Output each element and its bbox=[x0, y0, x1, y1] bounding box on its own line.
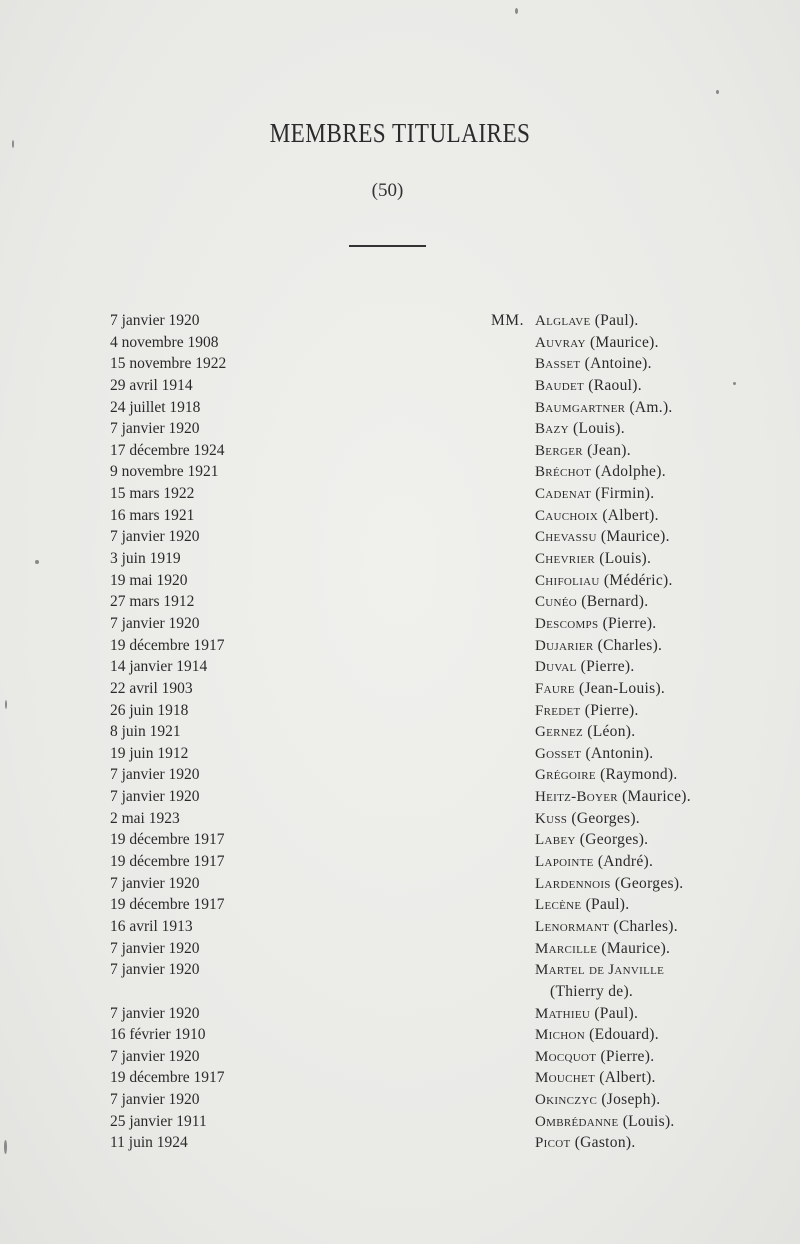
paper-speck bbox=[716, 90, 719, 94]
member-given-name: (Gaston). bbox=[574, 1134, 636, 1152]
member-date: 29 avril 1914 bbox=[110, 376, 193, 394]
member-date: 22 avril 1903 bbox=[110, 679, 193, 697]
member-row bbox=[0, 1067, 800, 1089]
member-date: 19 décembre 1917 bbox=[110, 636, 225, 654]
member-date: 7 janvier 1920 bbox=[110, 614, 200, 632]
member-date: 19 décembre 1917 bbox=[110, 1069, 225, 1087]
member-row bbox=[0, 700, 800, 722]
member-date: 16 février 1910 bbox=[110, 1026, 206, 1044]
member-row bbox=[0, 894, 800, 916]
member-row bbox=[0, 786, 800, 808]
member-row bbox=[0, 375, 800, 397]
member-surname: Descomps bbox=[535, 615, 599, 632]
member-row bbox=[0, 808, 800, 830]
member-surname: Bréchot bbox=[535, 464, 592, 481]
member-surname: Martel de Janville bbox=[535, 962, 665, 979]
member-given-name: (Charles). bbox=[597, 636, 663, 654]
member-name bbox=[535, 1089, 660, 1112]
member-given-name: (Paul). bbox=[594, 1004, 639, 1022]
member-row bbox=[0, 591, 800, 613]
member-name bbox=[535, 526, 670, 549]
member-name bbox=[535, 700, 639, 723]
member-given-name: (Léon). bbox=[587, 723, 636, 741]
member-name bbox=[535, 894, 629, 917]
member-date: 4 novembre 1908 bbox=[110, 333, 219, 351]
member-surname: Lenormant bbox=[535, 918, 610, 935]
member-given-name: (Paul). bbox=[594, 312, 639, 329]
member-date: 9 novembre 1921 bbox=[110, 463, 219, 481]
member-name bbox=[535, 808, 640, 831]
member-row bbox=[0, 526, 800, 548]
member-surname: Picot bbox=[535, 1135, 571, 1152]
member-date: 7 janvier 1920 bbox=[110, 939, 200, 957]
member-name bbox=[535, 786, 691, 809]
member-surname: Marcille bbox=[535, 940, 598, 957]
member-name bbox=[535, 938, 670, 961]
member-date: 16 avril 1913 bbox=[110, 917, 193, 935]
member-surname: Chevrier bbox=[535, 551, 596, 568]
member-row bbox=[0, 916, 800, 938]
member-name bbox=[535, 656, 635, 679]
member-name bbox=[535, 440, 631, 463]
member-name bbox=[535, 829, 648, 852]
member-date: 2 mai 1923 bbox=[110, 809, 180, 827]
member-given-name: (Maurice). bbox=[589, 333, 659, 351]
member-name bbox=[535, 613, 656, 636]
member-given-name: (Albert). bbox=[602, 506, 659, 524]
member-row bbox=[0, 938, 800, 960]
member-date: 7 janvier 1920 bbox=[110, 788, 200, 806]
member-date: 7 janvier 1920 bbox=[110, 1004, 200, 1022]
member-surname: Duval bbox=[535, 659, 577, 676]
paper-speck bbox=[515, 8, 518, 14]
member-name bbox=[550, 981, 633, 1003]
member-given-name: (Firmin). bbox=[595, 485, 655, 503]
member-row bbox=[0, 1003, 800, 1025]
member-given-name: (Bernard). bbox=[581, 593, 649, 611]
member-date: 15 mars 1922 bbox=[110, 485, 195, 503]
member-date: 14 janvier 1914 bbox=[110, 658, 208, 676]
member-surname: Kuss bbox=[535, 810, 568, 827]
member-given-name: (Médéric). bbox=[603, 571, 673, 589]
member-name bbox=[535, 1003, 638, 1026]
member-date: 25 janvier 1911 bbox=[110, 1112, 207, 1130]
member-given-name: (Pierre). bbox=[600, 1047, 655, 1065]
member-name bbox=[535, 332, 659, 355]
member-surname: Okinczyc bbox=[535, 1092, 598, 1109]
member-date: 7 janvier 1920 bbox=[110, 528, 200, 546]
member-given-name: (Pierre). bbox=[580, 658, 635, 676]
member-surname: Faure bbox=[535, 680, 575, 697]
member-surname: Dujarier bbox=[535, 637, 594, 654]
member-row bbox=[0, 851, 800, 873]
member-surname: Mathieu bbox=[535, 1005, 591, 1022]
member-surname: Cadenat bbox=[535, 486, 592, 503]
paper-speck bbox=[5, 700, 7, 709]
member-date: 27 mars 1912 bbox=[110, 593, 195, 611]
paper-speck bbox=[733, 382, 736, 385]
member-name bbox=[535, 1024, 659, 1047]
member-row bbox=[0, 1024, 800, 1046]
member-surname: Labey bbox=[535, 832, 576, 849]
member-given-name: (Georges). bbox=[579, 831, 649, 849]
member-date: 7 janvier 1920 bbox=[110, 874, 200, 892]
member-given-name: (Pierre). bbox=[602, 614, 657, 632]
member-given-name: (Antonin). bbox=[585, 744, 654, 762]
member-date: 7 janvier 1920 bbox=[110, 1091, 200, 1109]
page-title: MEMBRES TITULAIRES bbox=[269, 118, 531, 148]
member-row bbox=[0, 505, 800, 527]
member-name bbox=[535, 505, 659, 528]
member-name bbox=[535, 959, 664, 982]
member-row bbox=[0, 721, 800, 743]
member-row bbox=[0, 440, 800, 462]
member-row bbox=[0, 743, 800, 765]
mm-prefix: MM. bbox=[491, 312, 524, 329]
member-name bbox=[535, 916, 678, 939]
member-given-name: (Adolphe). bbox=[595, 463, 666, 481]
member-given-name: (Jean-Louis). bbox=[578, 679, 666, 697]
member-row bbox=[0, 1132, 800, 1154]
member-name bbox=[535, 548, 651, 571]
paper-speck bbox=[4, 1140, 7, 1154]
member-list bbox=[0, 310, 800, 1154]
member-row bbox=[0, 570, 800, 592]
member-given-name: (Louis). bbox=[573, 420, 625, 438]
member-row bbox=[0, 310, 800, 332]
member-surname: Lardennois bbox=[535, 875, 611, 892]
member-name bbox=[535, 743, 653, 766]
member-row bbox=[0, 959, 800, 981]
member-date: 19 décembre 1917 bbox=[110, 831, 225, 849]
member-surname: Cunéo bbox=[535, 594, 578, 611]
member-row bbox=[0, 483, 800, 505]
member-name bbox=[535, 851, 653, 874]
member-date: 7 janvier 1920 bbox=[110, 420, 200, 438]
member-surname: Berger bbox=[535, 442, 583, 459]
member-name bbox=[535, 721, 635, 744]
member-row bbox=[0, 461, 800, 483]
member-row bbox=[0, 873, 800, 895]
member-given-name: (Louis). bbox=[622, 1112, 675, 1130]
member-given-name: (Thierry de). bbox=[550, 982, 634, 1000]
member-date: 7 janvier 1920 bbox=[110, 312, 200, 329]
member-name bbox=[535, 678, 665, 701]
member-row bbox=[0, 353, 800, 375]
member-surname: Auvray bbox=[535, 334, 586, 351]
member-given-name: (Charles). bbox=[613, 917, 678, 935]
member-date: 16 mars 1921 bbox=[110, 506, 195, 524]
member-name bbox=[535, 418, 625, 441]
member-surname: Fredet bbox=[535, 702, 581, 719]
member-given-name: (André). bbox=[597, 853, 654, 871]
member-date: 19 décembre 1917 bbox=[110, 896, 225, 914]
member-count: (50) bbox=[371, 180, 404, 201]
member-given-name: (Jean). bbox=[587, 441, 631, 459]
member-given-name: (Maurice). bbox=[601, 939, 671, 957]
member-given-name: (Maurice). bbox=[600, 528, 670, 546]
member-name bbox=[535, 310, 639, 333]
member-surname: Grégoire bbox=[535, 767, 596, 784]
member-row bbox=[0, 613, 800, 635]
member-surname: Basset bbox=[535, 356, 581, 373]
member-name bbox=[535, 1111, 675, 1134]
member-given-name: (Edouard). bbox=[589, 1026, 659, 1044]
member-surname: Heitz-Boyer bbox=[535, 789, 618, 806]
member-date: 11 juin 1924 bbox=[110, 1134, 188, 1152]
member-row bbox=[0, 397, 800, 419]
member-surname: Ombrédanne bbox=[535, 1113, 619, 1130]
member-surname: Baumgartner bbox=[535, 399, 626, 416]
member-date: 19 mai 1920 bbox=[110, 571, 188, 589]
member-date: 7 janvier 1920 bbox=[110, 961, 200, 979]
member-date: 17 décembre 1924 bbox=[110, 441, 225, 459]
paper-speck bbox=[12, 140, 14, 148]
member-date: 26 juin 1918 bbox=[110, 701, 189, 719]
member-name bbox=[535, 397, 673, 420]
member-given-name: (Louis). bbox=[599, 550, 652, 568]
member-surname: Lapointe bbox=[535, 854, 594, 871]
member-name bbox=[535, 764, 678, 787]
member-name bbox=[535, 570, 673, 593]
member-row bbox=[0, 1111, 800, 1133]
member-surname: Chifoliau bbox=[535, 572, 600, 589]
member-row bbox=[0, 656, 800, 678]
member-date: 24 juillet 1918 bbox=[110, 398, 201, 416]
member-surname: Alglave bbox=[535, 313, 591, 329]
member-given-name: (Maurice). bbox=[622, 788, 691, 806]
member-name bbox=[535, 1132, 636, 1155]
member-given-name: (Raoul). bbox=[588, 376, 642, 394]
member-surname: Mouchet bbox=[535, 1070, 596, 1087]
member-surname: Chevassu bbox=[535, 529, 597, 546]
member-given-name: (Antoine). bbox=[584, 355, 652, 373]
member-row bbox=[0, 764, 800, 786]
member-given-name: (Am.). bbox=[629, 398, 673, 416]
member-surname: Michon bbox=[535, 1027, 585, 1044]
member-row bbox=[0, 1089, 800, 1111]
member-surname: Baudet bbox=[535, 377, 585, 394]
member-given-name: (Paul). bbox=[585, 896, 630, 914]
member-date: 15 novembre 1922 bbox=[110, 355, 227, 373]
member-given-name: (Joseph). bbox=[601, 1091, 661, 1109]
member-given-name: (Pierre). bbox=[584, 701, 639, 719]
member-name bbox=[535, 375, 642, 398]
member-row bbox=[0, 635, 800, 657]
member-given-name: (Raymond). bbox=[600, 766, 678, 784]
member-surname: Lecène bbox=[535, 897, 582, 914]
member-name bbox=[535, 483, 654, 506]
member-date: 7 janvier 1920 bbox=[110, 1047, 200, 1065]
member-name bbox=[535, 1067, 656, 1090]
member-row bbox=[0, 548, 800, 570]
member-date: 7 janvier 1920 bbox=[110, 766, 200, 784]
member-date: 19 décembre 1917 bbox=[110, 853, 225, 871]
member-row bbox=[0, 418, 800, 440]
member-name bbox=[535, 873, 683, 896]
member-row bbox=[0, 678, 800, 700]
member-name bbox=[535, 635, 662, 658]
member-name bbox=[535, 461, 666, 484]
member-surname: Mocquot bbox=[535, 1048, 597, 1065]
paper-speck bbox=[35, 560, 39, 564]
member-date: 8 juin 1921 bbox=[110, 723, 181, 741]
member-surname: Cauchoix bbox=[535, 507, 599, 524]
member-surname: Gosset bbox=[535, 745, 582, 762]
title-divider bbox=[349, 245, 426, 247]
member-given-name: (Georges). bbox=[614, 874, 684, 892]
member-row bbox=[0, 981, 800, 1003]
member-surname: Bazy bbox=[535, 421, 569, 438]
member-date: 3 juin 1919 bbox=[110, 550, 181, 568]
member-row bbox=[0, 332, 800, 354]
member-name bbox=[535, 353, 652, 376]
member-date: 19 juin 1912 bbox=[110, 744, 189, 762]
member-surname: Gernez bbox=[535, 724, 584, 741]
member-given-name: (Georges). bbox=[571, 809, 640, 827]
member-name bbox=[535, 591, 648, 614]
member-name bbox=[535, 1046, 654, 1069]
member-row bbox=[0, 829, 800, 851]
member-row bbox=[0, 1046, 800, 1068]
member-given-name: (Albert). bbox=[599, 1069, 656, 1087]
